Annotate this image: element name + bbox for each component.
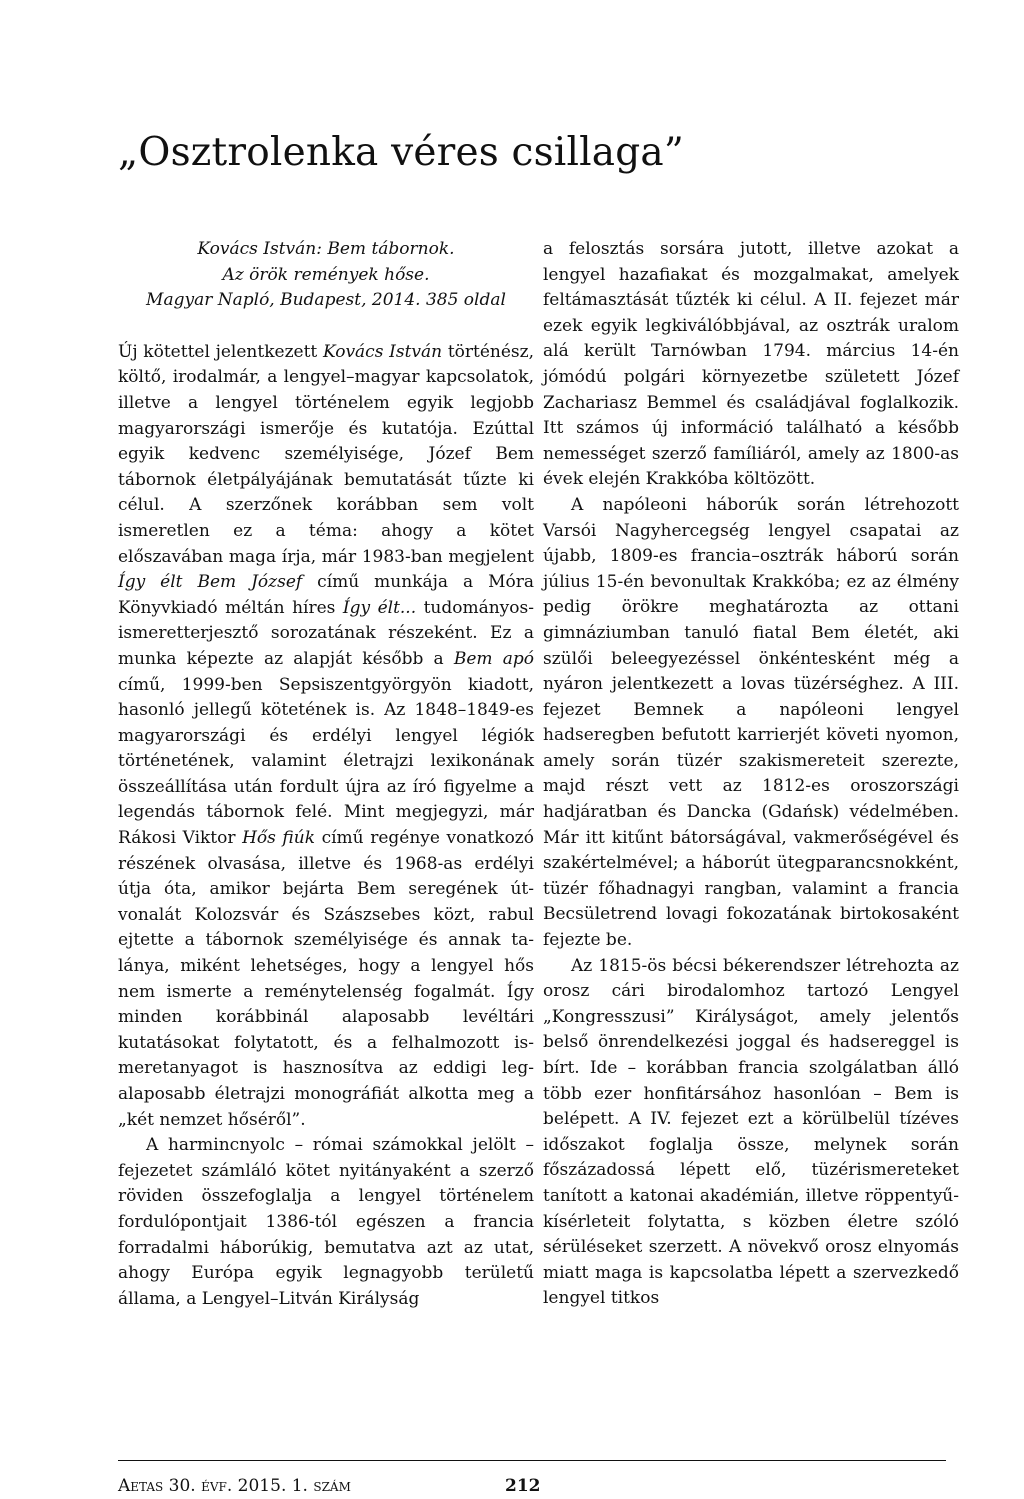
review-reference-line: Magyar Napló, Budapest, 2014. 385 oldal bbox=[146, 290, 506, 311]
page-number: 212 bbox=[505, 1476, 541, 1496]
right-column bbox=[543, 237, 959, 1312]
text-run-italic: Kovács István bbox=[322, 341, 443, 362]
review-reference-line: Az örök remények hőse. bbox=[222, 264, 430, 285]
article-title: „Osztrolenka véres csillaga” bbox=[118, 130, 685, 175]
text-run: tudományos-ismeretterjesztő sorozatának részeként. Ez a munka képezte az alapját később a bbox=[118, 597, 534, 669]
paragraph: A napóleoni háborúk során létrehozott Varsói Nagyhercegség lengyel csapatai az újabb, 1809-es francia–osztrák háború során július 15-én bevonultak Krakkóba; ez az élmény pedig örökre meghatározta az ottani gimnáziumban tanuló fiatal Bem életét, aki szülői beleegyezéssel önkéntesként még a nyáron jelentkezett a lovas tüzérséghez. A III. fejezet Bemnek a napóleoni lengyel hadseregben befutott karrierjét követi nyomon, amely során tüzér szakismereteit szerezte, majd részt vett az 1812-es oroszországi hadjáratban és Dancka (Gdańsk) védelmében. Már itt kitűnt bátorságával, vakmerőségével és szakértelmével; a háborút ütegparancsnokként, tüzér főhadnagyi rangban, valamint a francia Becsületrend lovagi fokozatának birtokosaként fejezte be. bbox=[543, 494, 959, 951]
review-reference bbox=[118, 237, 534, 314]
text-run: című regénye vonatkozó részének olvasása, illetve és 1968-as erdélyi útja óta, amikor bejárta Bem seregének útvonalát Kolozsvár és Szászsebes közt, rabul ejtette a tábornok személyisége és annak talánya, miként lehetséges, hogy a lengyel hős nem ismerte a reménytelenség fogalmát. Így minden korábbinál alaposabb levéltári kutatásokat folytatott, és a felhalmozott ismeretanyagot is hasznosítva az eddigi legalaposabb életrajzi monográfiát alkotta meg a „két nemzet hőséről”. bbox=[118, 828, 534, 1130]
journal-issue: Aetas 30. évf. 2015. 1. szám bbox=[118, 1476, 351, 1496]
text-run: történész, költő, irodalmár, a lengyel–magyar kapcsolatok, illetve a lengyel történelem egyik legjobb magyarországi ismerője és kutatója. Ezúttal egyik kedvenc személyisége, Józef Bem tábornok életpályájának bemutatását tűzte ki célul. A szerzőnek korábban sem volt ismeretlen ez a téma: ahogy a kötet előszavában maga írja, már 1983-ban megjelent bbox=[118, 341, 534, 567]
paragraph: a felosztás sorsára jutott, illetve azokat a lengyel hazafiakat és mozgalmakat, amelyek feltámasztását tűzték ki célul. A II. fejezet már ezek egyik legkiválóbbjával, az osztrák uralom alá került Tarnówban 1794. március 14-én jómódú polgári környezetbe született Józef Zachariasz Bemmel és családjával foglalkozik. Itt számos új információ található a később nemességet szerző famíliáról, amely az 1800-as évek elején Krakkóba költözött. bbox=[543, 239, 959, 490]
paragraph: Az 1815-ös bécsi békerendszer létrehozta az orosz cári birodalomhoz tartozó Lengyel „Kongresszusi” Királyságot, amely jelentős belső önrendelkezési joggal és hadsereggel is bírt. Ide – korábban francia szolgálatban álló több ezer honfitársához hasonlóan – Bem is belépett. A IV. fejezet ezt a körülbelül tízéves időszakot foglalja össze, melynek során főszázadossá lépett elő, tüzérismereteket tanított a katonai akadémián, illetve röppentyű-kísérleteit folytatta, s közben életre szóló sérüléseket szerzett. A növekvő orosz elnyomás miatt maga is kapcsolatba lépett a szervezkedő lengyel titkos bbox=[543, 955, 959, 1309]
text-run: Új kötettel jelentkezett bbox=[118, 341, 323, 362]
paragraph: A harmincnyolc – római számokkal jelölt – fejezetet számláló kötet nyitányaként a szerző röviden összefoglalja a lengyel történelem fordulópontjait 1386-tól egészen a francia forradalmi háborúkig, bemutatva azt az utat, ahogy Európa egyik legnagyobb területű állama, a Lengyel–Litván Királyság bbox=[118, 1135, 534, 1309]
text-run-italic: Hős fiúk bbox=[242, 828, 316, 849]
text-run: című munkája a Móra Könyvkiadó méltán híres bbox=[118, 572, 535, 618]
footer-divider bbox=[118, 1460, 946, 1461]
text-run-italic: Így élt... bbox=[342, 597, 417, 618]
text-run: című, 1999-ben Sepsiszentgyörgyön kiadott, hasonló jellegű kötetének is. Az 1848–1849-es magyarországi és erdélyi lengyel légiók történetének, valamint életrajzi lexikonának összeállítása után fordult újra az író figyelme a legendás tábornok felé. Mint megjegyzi, már Rákosi Viktor bbox=[118, 674, 534, 849]
paragraph bbox=[118, 340, 534, 1133]
review-reference-line: Kovács István: Bem tábornok. bbox=[197, 239, 455, 259]
text-run-italic: Így élt Bem József bbox=[118, 572, 303, 593]
text-run-italic: Bem apó bbox=[453, 648, 534, 669]
left-column bbox=[118, 237, 534, 1312]
